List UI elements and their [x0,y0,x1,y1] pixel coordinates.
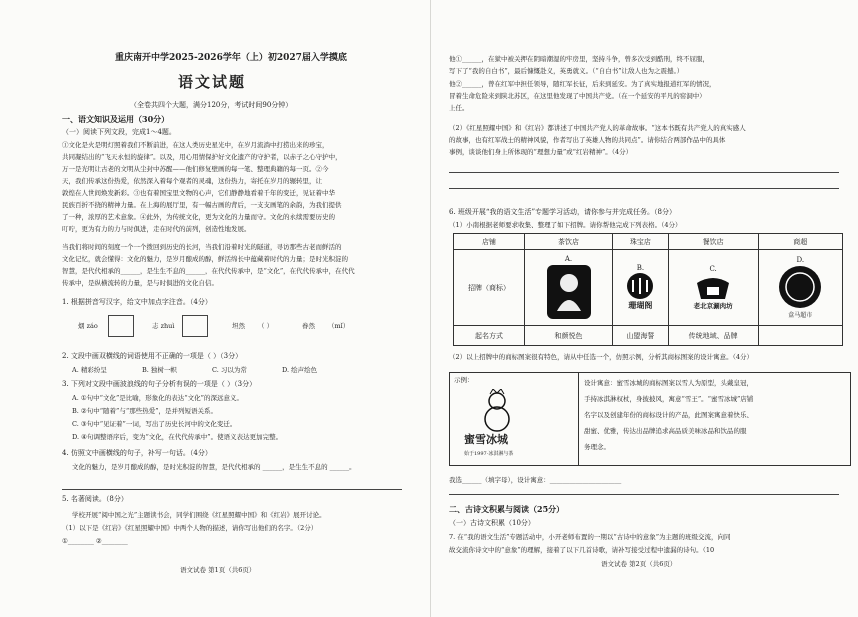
passage-line: 冒着生命危险来到陕北苏区，在这里他发现了中国共产党。（在一个延安的平凡的窑洞中） [449,92,706,100]
answer-line[interactable] [62,489,402,490]
q5-sub: （1）以下是《红岩》《红星照耀中国》中两个人物的描述，请你写出他们的名字。（2分） [62,524,318,532]
tea-lady-logo-icon [545,263,593,321]
exam-page-2 [430,0,858,617]
example-brand: 蜜雪冰城 [464,433,508,446]
option[interactable]: B. ②句中“随着”与“那些热爱”，是并列短语关系。 [72,407,218,415]
passage-line: 万一是光明让古老的文明从尘封中苏醒——他们修复壁画的每一笔、整理典籍的每一页。②今 [62,165,329,173]
question-7: 7. 在“我的语文生活”专题活动中，小开老师布置的一期以“古诗中的意象”为主题的班级交流，向同 [449,533,731,541]
question-2: 2. 文段中画双横线的词语使用不正确的一项是（ ）（3分） [62,352,243,360]
table-header: 商超 [758,234,842,250]
name-cell[interactable]: 传统地域、品牌 [668,326,758,346]
passage-line: ①文化是火是明灯照着我们不断前进，在这人类历史星光中，在岁月流淌中打捞出来的珍宝， [62,141,329,149]
hotpot-logo-icon [693,273,733,301]
passage-line: 传承中，是纵横流转的力量，是与时俱进的文化自信。 [62,279,218,287]
example-text: 名字以及创建年份的商标设计的产品，此图案寓意着快乐、 [584,411,753,419]
example-label: 示例： [454,376,474,384]
passage-line: 事例，谈谈他们身上所体现的“理想力量”或“红岩精神”。（4分） [449,148,633,156]
subsection-1-heading: （一）阅读下列文段，完成1～4题。 [62,128,176,136]
question-4-prompt: 文化的魅力，是岁月酿成的醇，是时光积淀的智慧，是代代相承的 ______，是生生不息的 ______。 [72,463,356,471]
exam-title: 语文试题 [178,73,247,91]
answer-box[interactable] [108,315,134,337]
pinyin-item: 烟 záo [78,322,98,330]
answer-line[interactable] [449,172,839,173]
letter-label: C. [709,265,717,273]
letter-label: B. [636,264,645,272]
example-subtitle: 始于1997·冰淇淋与茶 [464,451,514,457]
option[interactable]: C. ③句中“见证着”一词，写出了历史长河中的文化变迁。 [72,420,237,428]
example-text: 甜蜜、优雅，传达出品牌追求高品质美味冰品和饮品的服 [584,427,747,435]
option[interactable]: B. 独树一帜 [142,366,177,374]
question-4: 4. 仿照文中画横线的句子，补写一句话。（4分） [62,449,212,457]
answer-box[interactable] [182,315,208,337]
table-header: 珠宝店 [613,234,669,250]
passage-line: 上任。 [449,104,469,112]
option[interactable]: D. ④句调整语序后，变为“文化，在代代传承中”。使语义表达更加完整。 [72,433,283,441]
logo-cell-c [668,250,758,326]
passage-line: 天，我们传承这份热爱，依然深入着每个观者的灵魂，这份热力，寄托在岁月的辗转里，让 [62,177,322,185]
question-6-part-1: （1）小南根据老师要求收集、整理了如下招牌。请你帮他完成下列表格。（4分） [449,221,682,229]
pinyin-item: 眷然 [302,322,315,330]
table-header: 店铺 [454,234,525,250]
example-text: 设计寓意：蜜雪冰城的商标图案以雪人为原型，头戴皇冠， [584,379,753,387]
question-6: 6. 班级开展“我的语文生活”专题学习活动，请你参与并完成任务。（8分） [449,208,677,216]
passage-line: 智慧，是代代相承的______，是生生不息的______，在代代传承中，是“文化”，在代代传承中，在代代 [62,267,355,275]
option[interactable]: D. 绘声绘色 [282,366,318,374]
answer-line[interactable] [449,494,839,495]
shop-sign-table [453,233,843,346]
name-cell[interactable]: 和颜悦色 [525,326,613,346]
pinyin-blank[interactable]: （mǐ） [328,322,350,330]
answer-line[interactable] [449,188,839,189]
logo-text: 珊瑚阁 [628,300,653,310]
question-3: 3. 下列对文段中画波浪线的句子分析有误的一项是（ ）（3分） [62,380,257,388]
passage-line: 当我们将时间的刻度一个一个拨回到历史的长河，当我们沿着时光的隧道，寻访那些古老而鲜活的 [62,243,342,251]
passage-line: 民族百折不挠的精神力量。在上海的展厅里，有一幅古画的背后，一支支画笔的余韵，为我们提供 [62,201,342,209]
pinyin-item: 坦然 [232,322,245,330]
jewelry-logo-icon [625,272,655,300]
supermarket-logo-icon [777,264,823,310]
option[interactable]: C. 习以为常 [212,366,247,374]
row-label: 起名方式 [454,326,525,346]
option[interactable]: A. ①句中“文化”是比喻，形象化的表达“文化”的深远意义。 [72,394,243,402]
logo-cell-b [613,250,669,326]
q5-blanks[interactable]: ①________ ②________ [62,537,128,545]
table-header: 茶饮店 [525,234,613,250]
example-text: 务理念。 [584,443,610,451]
logo-text: 盒马超市 [788,312,813,319]
passage-line: 共同凝结出的“飞天永恒的旋律”。以及，用心用情保护好文化遗产的守护者，以赤子之心守护中， [62,153,342,161]
school-header: 重庆南开中学2025-2026学年（上）初2027届入学摸底 [115,53,347,63]
subsection-heading: （一）古诗文积累（10分） [449,519,535,527]
passage-line: 了一种，浓厚的艺术意象。④此外，为传统文化，更为文化的力量而守。文化的永续需要历史的 [62,213,335,221]
option[interactable]: A. 精彩纷呈 [72,366,107,374]
question-5: 5. 名著阅读。（8分） [62,495,128,503]
passage-line: 文化记忆，就会懂得：文化的魅力，是岁月酿成的醇，鲜活绵长中蕴藏着时代的力量；是时光积淀的 [62,255,348,263]
example-box [449,372,851,466]
passage-line: 他②______，曾在红军中担任领导，随红军长征，后来到延安。为了真实地报道红军的情况， [449,80,716,88]
logo-cell-d [758,250,842,326]
exam-notes: （全卷共四个大题，满分120分，考试时间90分钟） [130,101,293,109]
example-text: 手持冰淇淋权杖，身披披风，寓意“雪王”。“蜜雪冰城”店铺 [584,395,754,403]
section-1-heading: 一、语文知识及运用（30分） [62,114,170,124]
page-footer: 语文试卷 第2页（共6页） [601,560,677,568]
logo-cell-a [525,250,613,326]
question-7: 故交流你诗文中的“意象”的理解，接着了以下几首诗歌，请补写接受过程中遗漏的诗句。（10 [449,546,715,554]
section-2-heading: 二、古诗文积累与阅读（25分） [449,504,565,514]
name-cell[interactable] [758,326,842,346]
question-1: 1. 根据拼音写汉字，给文中加点字注音。（4分） [62,298,212,306]
passage-line: 他①______，在狱中被关押在阴暗潮湿的牢房里，坚持斗争，曾多次受到酷刑，终不屈服， [449,55,709,63]
passage-line: 敦煌在人世间焕发新彩。③也有着国宝里文物的心声，它们静静地看着千年的变迁，见证着中华 [62,189,335,197]
logo-text: 老北京涮肉坊 [693,302,733,310]
name-cell[interactable]: 山盟海誓 [613,326,669,346]
pinyin-blank[interactable]: （ ） [258,322,274,330]
pinyin-item: 志 zhuì [152,322,175,330]
table-header: 餐饮店 [668,234,758,250]
passage-line: （2）《红星照耀中国》和《红岩》都讲述了中国共产党人的革命故事。“这本书既有共产党人的真实感人 [449,124,746,132]
letter-label: A. [564,254,573,263]
divider [578,373,579,465]
q5-intro: 学校开展“阅中国之光”主题读书会，同学们围绕《红星照耀中国》和《红岩》展开讨论。 [72,511,326,519]
question-6-part-2: （2）以上招牌中的商标图案很有特色，请从中任选一个，仿照示例，分析其商标图案的设计寓意。（4分） [449,353,754,361]
letter-label: D. [796,256,805,264]
snowman-logo-icon [480,389,514,433]
choice-answer-line[interactable]: 我选______（填字母），设计寓意：______________________ [449,476,622,484]
page-footer: 语文试卷 第1页（共6页） [180,566,256,574]
passage-line: 写下了“我的自白书”，最后慷慨赴义，英勇就义。（“自白书”让敌人也为之震撼。） [449,67,684,75]
passage-line: 叮咛，更为有力的力与时俱进，走在时代的前列，创造性地发展。 [62,225,251,233]
row-label: 招牌（商标） [454,250,525,326]
passage-line: 的故事，也有红军战士的精神风貌，作者写出了英雄人物的共同点”。请你结合两部作品中的具体 [449,136,726,144]
